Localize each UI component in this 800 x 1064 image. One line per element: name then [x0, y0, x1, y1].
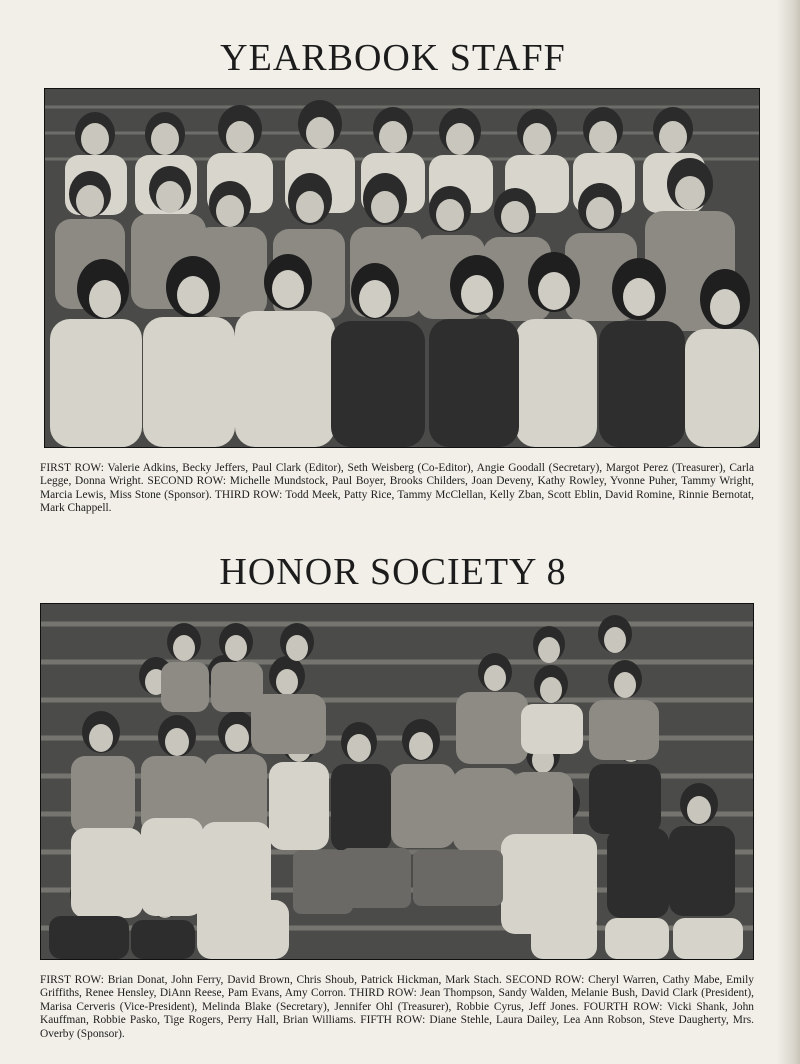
honor-society-caption: FIRST ROW: Brian Donat, John Ferry, David Brown, Chris Shoub, Patrick Hickman, Mark Stach. SECOND ROW: Cheryl Warren, Cathy Mabe, Emily Griffiths, Renee Hensley, DiAnn Reese, Pam Evans, Amy Corron. THIRD ROW: Jean Thompson, Sandy Walden, Melanie Bush, David Clark (President), Marisa Cerveris (Vice-President), Melinda Blake (Secretary), Jennifer Ohl (Treasurer), Robbie Cyrus, Jeff Jones. FOURTH ROW: Vicki Shank, John Kauffman, Robbie Pasko, Tige Rogers, Perry Hall, Brian Williams. FIFTH ROW: Diane Stehle, Laura Dailey, Lea Ann Robson, Steve Daugherty, Mrs. Overby (Sponsor). [40, 974, 754, 1040]
yearbook-staff-title: YEARBOOK STAFF [220, 37, 566, 79]
yearbook-staff-caption: FIRST ROW: Valerie Adkins, Becky Jeffers, Paul Clark (Editor), Seth Weisberg (Co-Editor), Angie Goodall (Secretary), Margot Perez (Treasurer), Carla Legge, Donna Wright. SECOND ROW: Michelle Mundstock, Paul Boyer, Brooks Childers, Joan Deveny, Kathy Rowley, Yvonne Puher, Tammy Wright, Marcia Lewis, Miss Stone (Sponsor). THIRD ROW: Todd Meek, Patty Rice, Tammy McClellan, Kelly Zban, Scott Eblin, David Romine, Rinnie Bernotat, Mark Chappell. [40, 462, 754, 515]
honor-society-photo-drawing [41, 604, 753, 959]
yearbook-staff-photo [44, 88, 760, 448]
yearbook-staff-photo-drawing [45, 89, 759, 447]
page-edge [778, 0, 800, 1064]
honor-society-title: HONOR SOCIETY 8 [219, 551, 567, 593]
honor-society-photo [40, 603, 754, 960]
